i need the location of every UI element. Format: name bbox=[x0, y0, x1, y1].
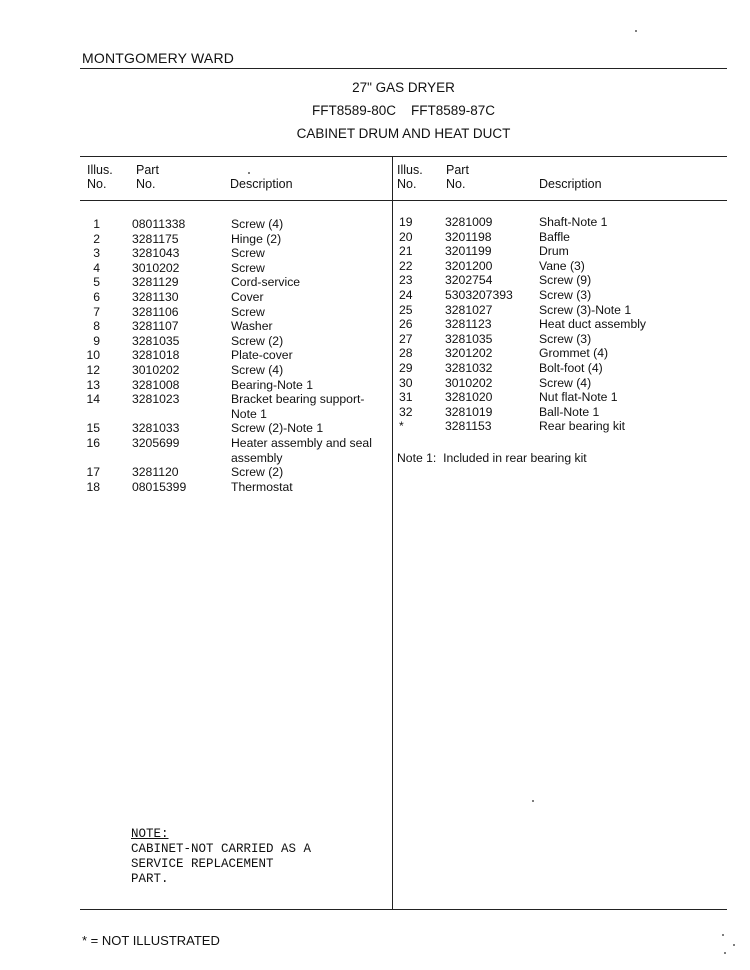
right-header-part bbox=[446, 163, 469, 191]
part-number: 08015399 bbox=[132, 479, 187, 494]
right-header-illus bbox=[397, 163, 423, 191]
part-description: Screw (9) bbox=[539, 273, 592, 288]
right-header-description: Description bbox=[539, 177, 602, 191]
cabinet-note-heading: NOTE: bbox=[131, 827, 169, 841]
cabinet-note-line2: SERVICE REPLACEMENT bbox=[131, 857, 274, 871]
illus-number: 20 bbox=[399, 229, 413, 244]
part-description: Plate-cover bbox=[231, 348, 293, 363]
scan-speck bbox=[635, 30, 637, 32]
illus-number: 5 bbox=[93, 275, 100, 290]
part-description: Bolt-foot (4) bbox=[539, 361, 603, 375]
scan-speck bbox=[532, 800, 534, 802]
part-description: Rear bearing kit bbox=[539, 419, 626, 434]
part-description: Screw bbox=[231, 260, 265, 275]
top-rule bbox=[80, 68, 727, 69]
illus-number: 9 bbox=[93, 333, 100, 348]
illus-number: * bbox=[399, 419, 404, 434]
part-number: 3010202 bbox=[445, 375, 493, 390]
footer-note: * = NOT ILLUSTRATED bbox=[82, 933, 220, 948]
illus-number: 1 bbox=[93, 217, 100, 231]
illus-number: 8 bbox=[93, 319, 100, 334]
part-description: Screw (3) bbox=[539, 331, 592, 346]
part-number: 5303207393 bbox=[445, 288, 513, 302]
part-description: Screw (2) bbox=[231, 333, 284, 348]
part-number: 3281129 bbox=[132, 275, 179, 290]
part-description: Bearing-Note 1 bbox=[231, 377, 313, 392]
part-description: Screw (4) bbox=[539, 375, 592, 390]
part-description: Cord-service bbox=[231, 275, 301, 290]
illus-number: 27 bbox=[399, 331, 413, 346]
part-number: 08011338 bbox=[132, 217, 186, 231]
brand-name: MONTGOMERY WARD bbox=[82, 50, 235, 66]
part-description: Hinge (2) bbox=[231, 231, 282, 246]
part-number: 3281009 bbox=[445, 215, 493, 229]
illus-number: 31 bbox=[399, 390, 413, 405]
header-part-line2: No. bbox=[136, 177, 156, 191]
part-description-continued: Note 1 bbox=[231, 406, 267, 421]
part-number: 3281032 bbox=[445, 361, 493, 375]
illus-number: 22 bbox=[399, 258, 413, 273]
part-number: 3205699 bbox=[132, 436, 180, 450]
illus-number: 30 bbox=[399, 375, 413, 390]
left-header-part bbox=[136, 163, 159, 191]
illus-number: 19 bbox=[399, 215, 413, 229]
illus-number: 29 bbox=[399, 361, 413, 375]
illus-number: 26 bbox=[399, 317, 413, 332]
part-number: 3201198 bbox=[445, 229, 492, 244]
scan-speck bbox=[722, 934, 724, 936]
header-part-line1: Part bbox=[446, 163, 469, 177]
cabinet-note bbox=[131, 827, 311, 887]
part-description: Screw (3) bbox=[539, 288, 592, 302]
illus-number: 28 bbox=[399, 346, 413, 361]
illus-number: 4 bbox=[93, 260, 100, 275]
illus-number: 2 bbox=[93, 231, 100, 246]
part-description: Washer bbox=[231, 319, 273, 334]
part-number: 3201200 bbox=[445, 258, 493, 273]
part-description: Heater assembly and seal bbox=[231, 436, 372, 450]
scan-speck bbox=[724, 952, 726, 954]
illus-number: 17 bbox=[86, 465, 100, 480]
part-number: 3281107 bbox=[132, 319, 179, 334]
part-description: Heat duct assembly bbox=[539, 317, 647, 332]
part-number: 3281019 bbox=[445, 404, 493, 419]
cabinet-note-line3: PART. bbox=[131, 872, 169, 886]
illus-number: 21 bbox=[399, 244, 413, 259]
part-number: 3281043 bbox=[132, 246, 180, 261]
part-number: 3201202 bbox=[445, 346, 493, 361]
part-number: 3281035 bbox=[132, 333, 180, 348]
header-illus-line1: Illus. bbox=[87, 163, 113, 177]
part-number: 3281008 bbox=[132, 377, 180, 392]
header-illus-line2: No. bbox=[87, 177, 107, 191]
illus-number: 24 bbox=[399, 288, 413, 302]
table-header-rule bbox=[80, 200, 727, 201]
part-number: 3281023 bbox=[132, 392, 180, 407]
header-part-line1: Part bbox=[136, 163, 159, 177]
part-description: Nut flat-Note 1 bbox=[539, 390, 618, 405]
illus-number: 23 bbox=[399, 273, 413, 288]
illus-number: 18 bbox=[86, 479, 100, 494]
part-description: Screw (3)-Note 1 bbox=[539, 302, 632, 317]
illus-number: 6 bbox=[93, 290, 100, 304]
part-number: 3281106 bbox=[132, 304, 179, 319]
part-number: 3010202 bbox=[132, 260, 180, 275]
illus-number: 13 bbox=[86, 377, 100, 392]
illus-number: 16 bbox=[86, 436, 100, 450]
product-title: 27" GAS DRYER bbox=[352, 80, 455, 95]
illus-number: 7 bbox=[93, 304, 100, 319]
part-description: Screw bbox=[231, 304, 265, 319]
illus-number: 25 bbox=[399, 302, 413, 317]
part-number: 3281033 bbox=[132, 421, 180, 436]
scan-speck bbox=[248, 172, 250, 174]
part-number: 3202754 bbox=[445, 273, 493, 288]
part-description: Screw (4) bbox=[231, 217, 284, 231]
part-description: Screw (2) bbox=[231, 465, 284, 480]
part-number: 3281153 bbox=[445, 419, 492, 434]
part-number: 3010202 bbox=[132, 363, 180, 377]
part-number: 3281175 bbox=[132, 231, 179, 246]
part-number: 3281035 bbox=[445, 331, 493, 346]
part-description: Screw bbox=[231, 246, 265, 261]
part-description: Grommet (4) bbox=[539, 346, 609, 361]
part-number: 3281130 bbox=[132, 290, 179, 304]
part-description: Drum bbox=[539, 244, 569, 259]
illus-number: 15 bbox=[86, 421, 100, 436]
part-number: 3281123 bbox=[445, 317, 492, 332]
part-number: 3201199 bbox=[445, 244, 492, 259]
table-top-rule bbox=[80, 156, 727, 157]
model-numbers: FFT8589-80C FFT8589-87C bbox=[311, 103, 496, 118]
illus-number: 12 bbox=[86, 363, 100, 377]
part-description: Bracket bearing support- bbox=[231, 392, 365, 407]
part-description-continued: assembly bbox=[231, 450, 283, 465]
right-parts-list bbox=[392, 215, 722, 445]
part-description: Screw (2)-Note 1 bbox=[231, 421, 324, 436]
scan-speck bbox=[733, 944, 735, 946]
part-description: Shaft-Note 1 bbox=[539, 215, 608, 229]
part-number: 3281120 bbox=[132, 465, 179, 480]
left-header-illus bbox=[87, 163, 113, 191]
part-number: 3281020 bbox=[445, 390, 493, 405]
part-number: 3281027 bbox=[445, 302, 493, 317]
table-bottom-rule bbox=[80, 909, 727, 910]
illus-number: 14 bbox=[86, 392, 100, 407]
left-header-description: Description bbox=[230, 177, 293, 191]
part-description: Screw (4) bbox=[231, 363, 284, 377]
section-title: CABINET DRUM AND HEAT DUCT bbox=[296, 126, 511, 141]
illus-number: 32 bbox=[399, 404, 413, 419]
part-description: Baffle bbox=[539, 229, 570, 244]
part-description: Thermostat bbox=[231, 479, 293, 494]
part-description: Vane (3) bbox=[539, 258, 585, 273]
left-parts-list bbox=[82, 217, 387, 507]
header-part-line2: No. bbox=[446, 177, 466, 191]
header-illus-line1: Illus. bbox=[397, 163, 423, 177]
illus-number: 10 bbox=[86, 348, 100, 363]
cabinet-note-line1: CABINET-NOT CARRIED AS A bbox=[131, 842, 312, 856]
part-description: Cover bbox=[231, 290, 264, 304]
illus-number: 3 bbox=[93, 246, 100, 261]
part-description: Ball-Note 1 bbox=[539, 404, 600, 419]
header-illus-line2: No. bbox=[397, 177, 417, 191]
note-1: Note 1: Included in rear bearing kit bbox=[397, 451, 587, 465]
part-number: 3281018 bbox=[132, 348, 180, 363]
